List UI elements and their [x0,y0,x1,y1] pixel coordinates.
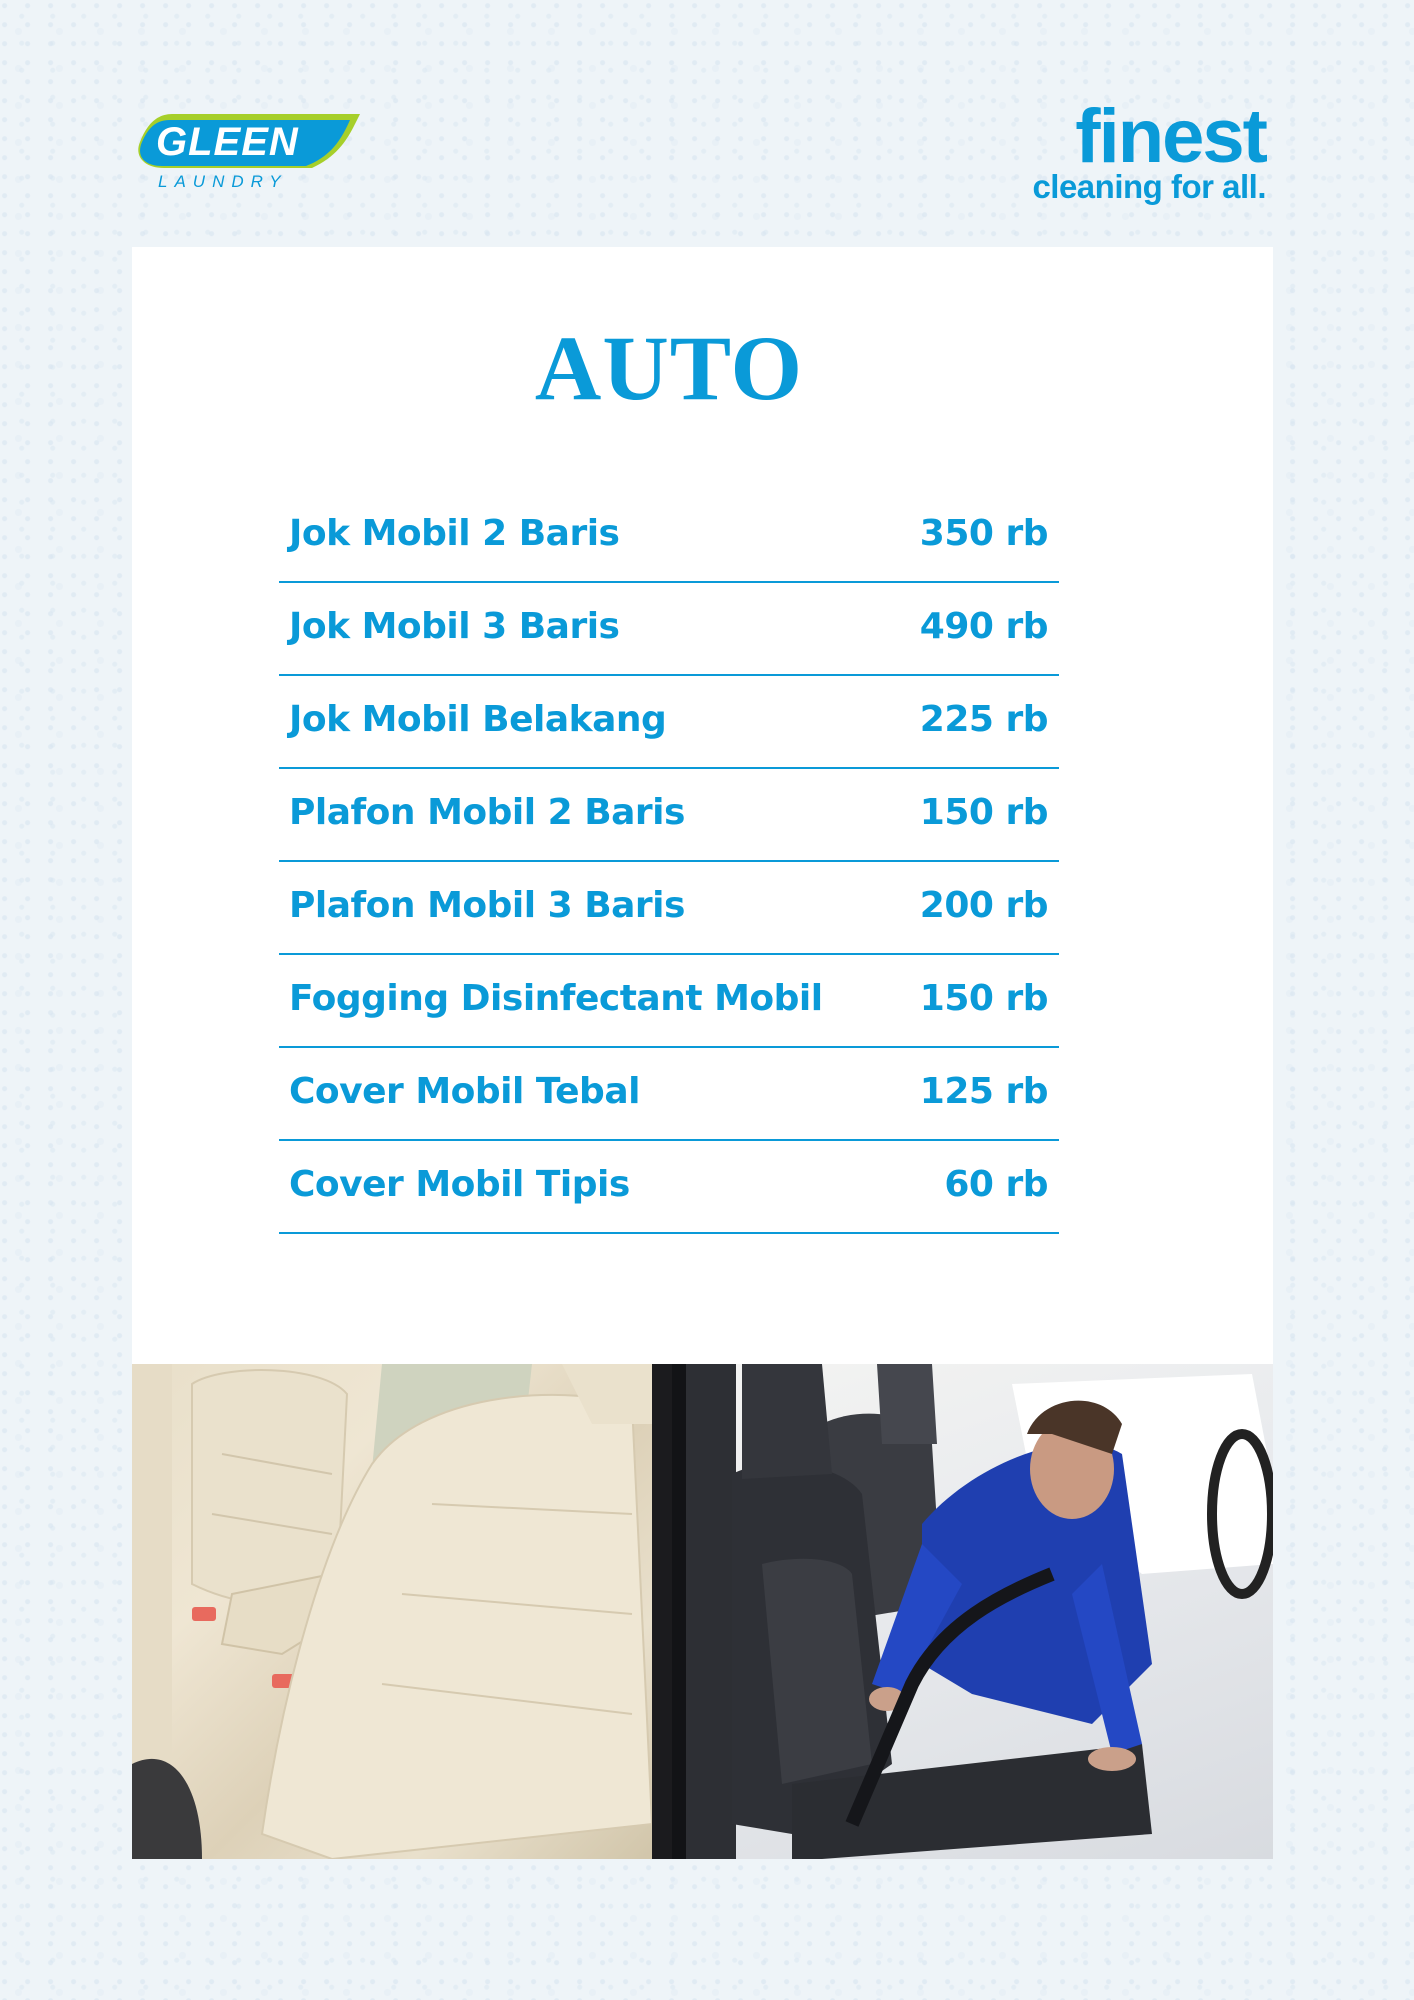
service-name: Plafon Mobil 3 Baris [289,885,685,926]
service-name: Jok Mobil 3 Baris [289,606,620,647]
price-row [279,862,1059,955]
price-row [279,1141,1059,1234]
logo-subtitle: LAUNDRY [158,172,288,191]
service-price: 490 rb [919,606,1048,647]
logo-wordmark: GLEEN [156,120,299,164]
service-price: 200 rb [919,885,1048,926]
service-price: 150 rb [919,978,1048,1019]
beige-car-seats-photo [132,1364,672,1859]
service-name: Cover Mobil Tipis [289,1164,630,1205]
service-name: Jok Mobil Belakang [289,699,667,740]
price-list [279,489,1059,1234]
service-name: Cover Mobil Tebal [289,1071,640,1112]
service-name: Jok Mobil 2 Baris [289,512,620,554]
service-name: Fogging Disinfectant Mobil [289,978,823,1019]
tagline-line1: finest [1075,94,1266,179]
service-price: 350 rb [919,512,1048,554]
worker-vacuum-illustration-icon [672,1364,1273,1859]
service-price: 150 rb [919,792,1048,833]
section-title: AUTO [534,317,804,419]
tagline [1032,94,1266,205]
service-price: 225 rb [919,699,1048,740]
service-name: Plafon Mobil 2 Baris [289,792,685,833]
price-row [279,955,1059,1048]
photo-strip [132,1364,1273,1859]
price-row [279,769,1059,862]
price-row [279,676,1059,769]
worker-vacuuming-seat-photo [672,1364,1273,1859]
tagline-line2: cleaning for all. [1032,168,1266,205]
price-row [279,583,1059,676]
gleen-laundry-logo [136,110,366,200]
price-row [279,1048,1059,1141]
service-price: 60 rb [944,1164,1048,1205]
car-seat-illustration-icon [132,1364,672,1859]
price-row [279,489,1059,583]
service-price: 125 rb [919,1071,1048,1112]
